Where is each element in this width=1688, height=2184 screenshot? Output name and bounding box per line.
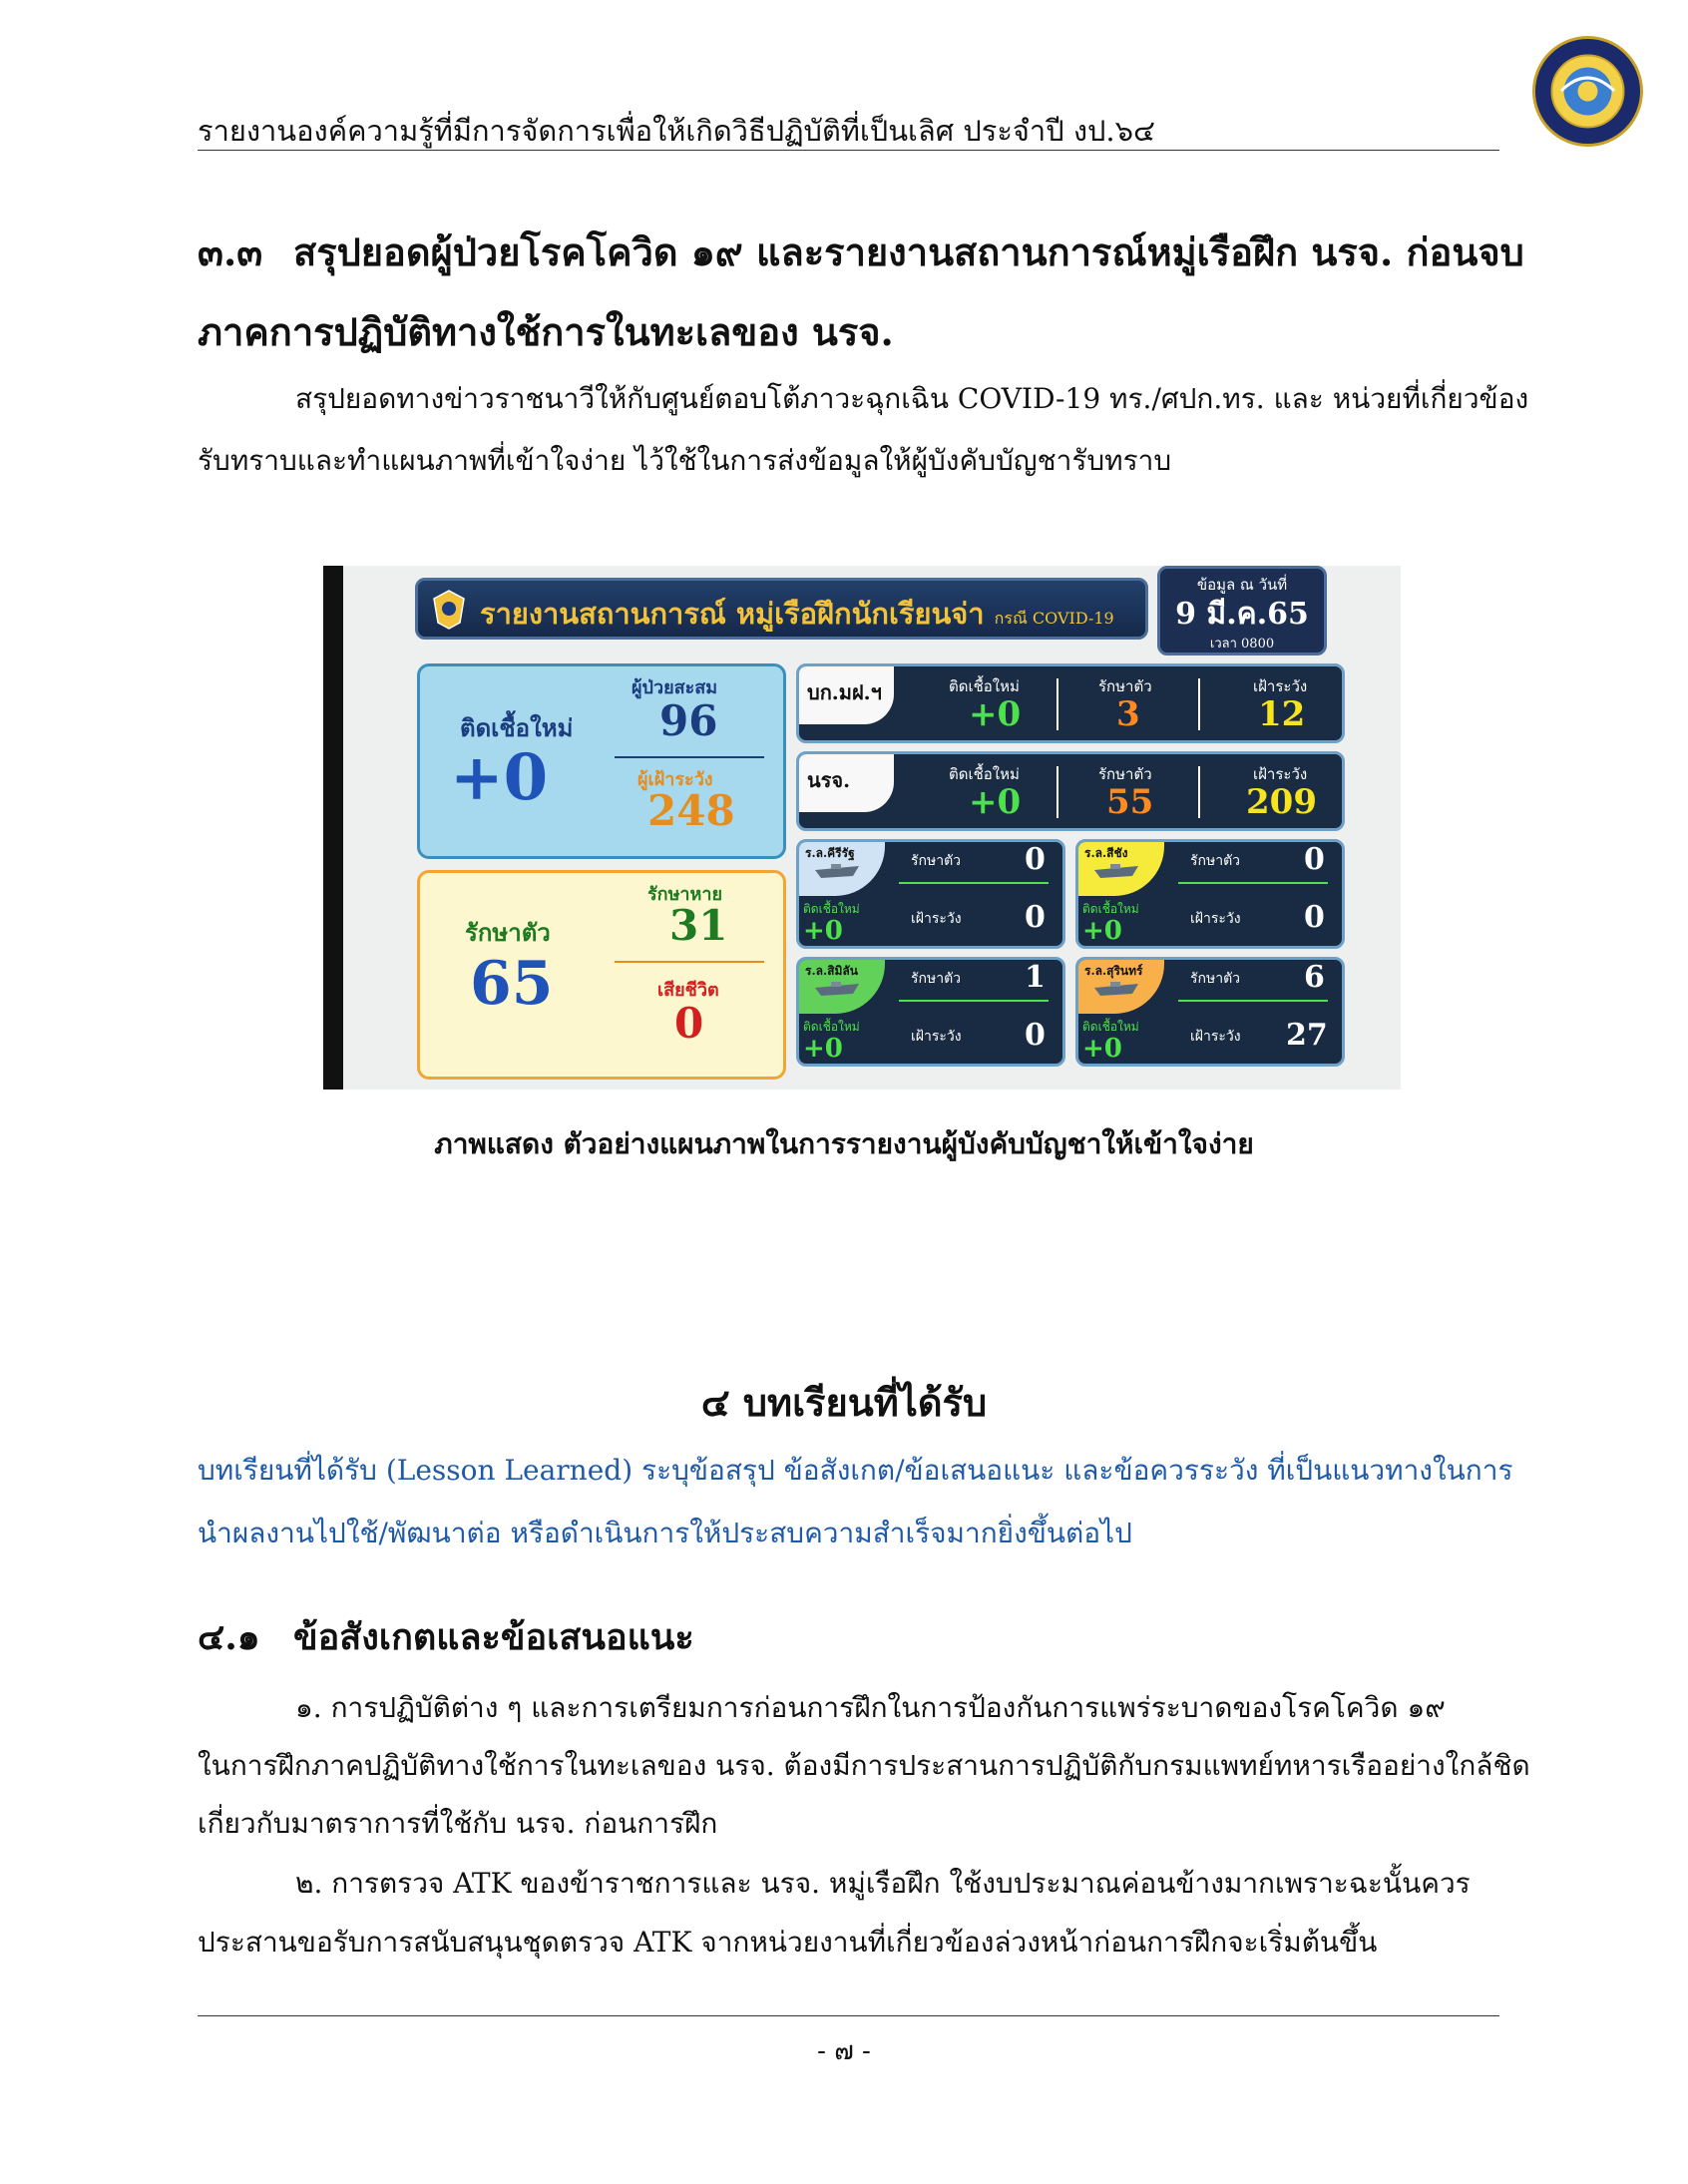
- observation-item-1-cont: ในการฝึกภาคปฏิบัติทางใช้การในทะเลของ นรจ. ต้องมีการประสานการปฏิบัติกับกรมแพทย์ทหารเรืออย่างใกล้ชิด: [198, 1749, 1530, 1782]
- watch-label: เฝ้าระวัง: [1253, 677, 1308, 695]
- new-value: +0: [1082, 916, 1122, 946]
- watch-value: 248: [647, 786, 735, 835]
- treat-label: รักษาตัว: [1098, 677, 1152, 695]
- ship-icon: [1092, 980, 1142, 998]
- section-number: ๔.๑: [198, 1616, 260, 1658]
- section-title: สรุปยอดผู้ป่วยโรคโควิด ๑๙ และรายงานสถานการณ์หมู่เรือฝึก นรจ. ก่อนจบ: [293, 229, 1524, 274]
- new-label: ติดเชื้อใหม่: [949, 765, 1020, 783]
- watch-value: 12: [1258, 694, 1306, 734]
- divider: [899, 882, 1049, 884]
- ship-name: ร.ล.คีรีรัฐ: [805, 846, 855, 860]
- new-infection-label: ติดเชื้อใหม่: [460, 713, 574, 742]
- ship-card: [1075, 957, 1345, 1067]
- unit-name: นรจ.: [799, 754, 894, 812]
- new-value: +0: [969, 782, 1022, 822]
- date-label: ข้อมูล ณ วันที่: [1196, 576, 1288, 594]
- deceased-value: 0: [674, 999, 704, 1048]
- section-number: ๓.๓: [198, 229, 263, 274]
- page-number: - ๗ -: [817, 2036, 871, 2066]
- watch-label: ผู้เฝ้าระวัง: [637, 769, 713, 790]
- unit-row-hq: [796, 663, 1345, 743]
- new-label: ติดเชื้อใหม่: [803, 1020, 860, 1034]
- watch-label: เฝ้าระวัง: [911, 1029, 962, 1045]
- recovered-label: รักษาหาย: [647, 884, 723, 905]
- new-value: +0: [803, 1034, 843, 1064]
- new-infection-value: +0: [450, 740, 549, 815]
- treat-value: 0: [1025, 842, 1046, 877]
- new-infection-panel: [417, 663, 786, 859]
- divider: [1178, 882, 1328, 884]
- infographic-title-banner: [415, 578, 1148, 640]
- divider: [615, 961, 764, 963]
- ship-icon: [1092, 862, 1142, 880]
- observation-item-2-cont: ประสานขอรับการสนับสนุนชุดตรวจ ATK จากหน่วยงานที่เกี่ยวข้องล่วงหน้าก่อนการฝึกจะเริ่มต้นขึ้น: [198, 1926, 1378, 1959]
- treatment-panel: [417, 870, 786, 1080]
- section-3-3-heading-cont: ภาคการปฏิบัติทางใช้การในทะเลของ นรจ.: [198, 309, 894, 354]
- new-value: +0: [969, 694, 1022, 734]
- ship-name: ร.ล.สุรินทร์: [1084, 964, 1143, 978]
- ship-card: [1075, 839, 1345, 949]
- treatment-label: รักษาตัว: [465, 918, 551, 947]
- ship-icon: [813, 862, 863, 880]
- watch-label: เฝ้าระวัง: [1190, 911, 1241, 927]
- lesson-learned-intro-cont: นำผลงานไปใช้/พัฒนาต่อ หรือดำเนินการให้ประสบความสำเร็จมากยิ่งขึ้นต่อไป: [198, 1517, 1132, 1549]
- report-time: เวลา 0800: [1209, 637, 1275, 652]
- watch-label: เฝ้าระวัง: [911, 911, 962, 927]
- watch-value: 0: [1025, 1018, 1046, 1053]
- paragraph-line: สรุปยอดทางข่าวราชนาวีให้กับศูนย์ตอบโต้ภาวะฉุกเฉิน COVID-19 ทร./ศปก.ทร. และ หน่วยที่เกี่ยวข้อง: [295, 382, 1529, 415]
- new-label: ติดเชื้อใหม่: [1082, 1020, 1139, 1034]
- new-label: ติดเชื้อใหม่: [1082, 902, 1139, 916]
- separator: [1056, 678, 1058, 730]
- watch-value: 0: [1304, 900, 1325, 935]
- observation-item-1-cont: เกี่ยวกับมาตราการที่ใช้กับ นรจ. ก่อนการฝึก: [198, 1807, 718, 1840]
- treatment-value: 65: [470, 949, 554, 1019]
- infographic-subtitle: กรณี COVID-19: [994, 609, 1114, 628]
- cumulative-label: ผู้ป่วยสะสม: [632, 677, 718, 698]
- treat-value: 6: [1304, 960, 1325, 995]
- treat-label: รักษาตัว: [1098, 765, 1152, 783]
- covid-situation-infographic: [323, 566, 1401, 1090]
- section-4-1-heading: [198, 1608, 694, 1665]
- report-date-box: [1157, 566, 1327, 655]
- treat-label: รักษาตัว: [1190, 971, 1241, 987]
- observation-item-1: ๑. การปฏิบัติต่าง ๆ และการเตรียมการก่อนการฝึกในการป้องกันการแพร่ระบาดของโรคโควิด ๑๙: [295, 1691, 1446, 1724]
- cumulative-value: 96: [659, 696, 718, 745]
- ship-icon: [813, 980, 863, 998]
- watch-value: 27: [1286, 1018, 1328, 1053]
- header-divider: [198, 150, 1499, 151]
- figure-caption: ภาพแสดง ตัวอย่างแผนภาพในการรายงานผู้บังคับบัญชาให้เข้าใจง่าย: [434, 1127, 1254, 1160]
- new-value: +0: [803, 916, 843, 946]
- unit-name: บก.มฝ.ฯ: [799, 666, 894, 724]
- new-value: +0: [1082, 1034, 1122, 1064]
- observation-item-2: ๒. การตรวจ ATK ของข้าราชการและ นรจ. หมู่เรือฝึก ใช้งบประมาณค่อนข้างมากเพราะฉะนั้นควร: [295, 1867, 1471, 1900]
- treat-value: 55: [1106, 782, 1154, 822]
- recovered-value: 31: [669, 901, 728, 950]
- treat-value: 0: [1304, 842, 1325, 877]
- separator: [1056, 766, 1058, 818]
- report-date: 9 มี.ค.65: [1175, 597, 1309, 632]
- new-label: ติดเชื้อใหม่: [949, 677, 1020, 695]
- separator: [1198, 678, 1200, 730]
- section-4-heading: ๔ บทเรียนที่ได้รับ: [700, 1380, 988, 1425]
- watch-value: 209: [1246, 782, 1317, 822]
- separator: [1198, 766, 1200, 818]
- divider: [1178, 1000, 1328, 1002]
- ship-name: ร.ล.สีชัง: [1084, 846, 1128, 860]
- treat-label: รักษาตัว: [1190, 853, 1241, 869]
- watch-label: เฝ้าระวัง: [1190, 1029, 1241, 1045]
- paragraph-line: รับทราบและทำแผนภาพที่เข้าใจง่าย ไว้ใช้ในการส่งข้อมูลให้ผู้บังคับบัญชารับทราบ: [198, 444, 1172, 477]
- ship-name: ร.ล.สิมิลัน: [805, 964, 858, 978]
- unit-row-nrj: [796, 751, 1345, 831]
- divider: [899, 1000, 1049, 1002]
- ship-card: [796, 839, 1065, 949]
- divider: [615, 756, 764, 758]
- treat-label: รักษาตัว: [911, 853, 962, 869]
- section-title: ข้อสังเกตและข้อเสนอแนะ: [293, 1616, 694, 1658]
- treat-value: 1: [1025, 960, 1046, 995]
- treat-value: 3: [1116, 694, 1140, 734]
- new-label: ติดเชื้อใหม่: [803, 902, 860, 916]
- footer-divider: [198, 2015, 1499, 2016]
- treat-label: รักษาตัว: [911, 971, 962, 987]
- image-border: [323, 566, 343, 1090]
- infographic-title: รายงานสถานการณ์ หมู่เรือฝึกนักเรียนจ่า กรณี COVID-19: [480, 597, 1114, 631]
- running-header: รายงานองค์ความรู้ที่มีการจัดการเพื่อให้เกิดวิธีปฏิบัติที่เป็นเลิศ ประจำปี งป.๖๔: [198, 114, 1155, 148]
- section-3-3-heading: [198, 221, 1524, 282]
- navy-education-logo: [1531, 35, 1644, 148]
- watch-value: 0: [1025, 900, 1046, 935]
- navy-crest-icon: [430, 589, 468, 631]
- watch-label: เฝ้าระวัง: [1253, 765, 1308, 783]
- ship-card: [796, 957, 1065, 1067]
- lesson-learned-intro: บทเรียนที่ได้รับ (Lesson Learned) ระบุข้อสรุป ข้อสังเกต/ข้อเสนอแนะ และข้อควรระวัง ที่เป็นแนวทางในการ: [198, 1454, 1513, 1487]
- deceased-label: เสียชีวิต: [657, 980, 719, 1001]
